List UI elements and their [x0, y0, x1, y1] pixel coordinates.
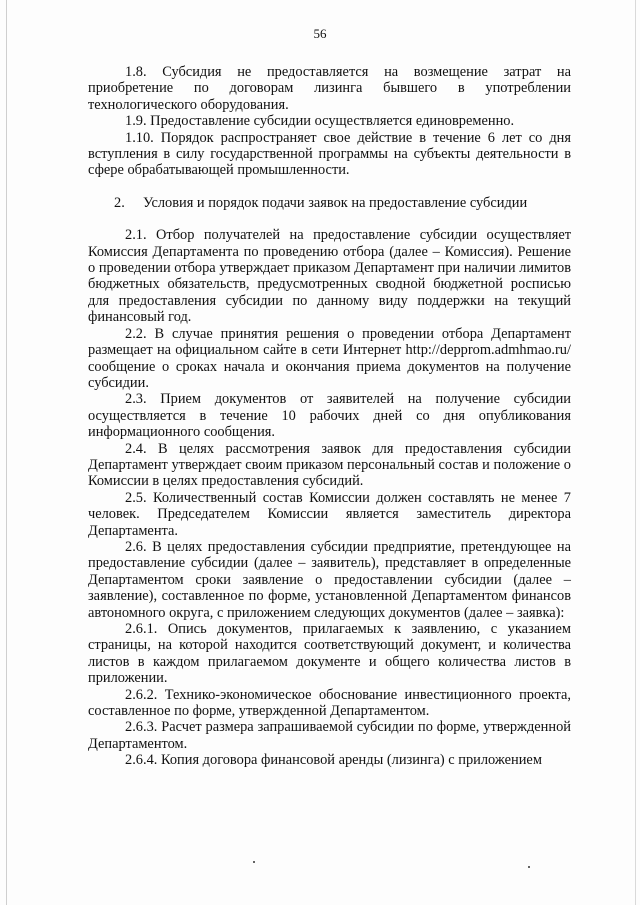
paragraph-2-6: 2.6. В целях предоставления субсидии предприятие, претендующее на предоставление субсидии (далее – заявитель), представляет в определенные Департаментом сроки заявление о предоставлении субсидии (далее – заявление), составленное по форме, установленной Департаментом финансов автономного округа, с приложением следующих документов (далее – заявка): [88, 538, 571, 621]
paragraph-2-2: 2.2. В случае принятия решения о проведении отбора Департамент размещает на официальном сайте в сети Интернет http://depprom.admhmao.ru/ сообщение о сроках начала и окончания приема документов на получение субсидии. [88, 325, 571, 391]
paragraph-2-6-3: 2.6.3. Расчет размера запрашиваемой субсидии по форме, утвержденной Департаментом. [88, 719, 571, 752]
paragraph-1-9: 1.9. Предоставление субсидии осуществляется единовременно. [125, 113, 515, 130]
paragraph-2-5: 2.5. Количественный состав Комиссии должен составлять не менее 7 человек. Председателем Комиссии является заместитель директора Департамента. [88, 489, 571, 539]
scan-speck [253, 861, 255, 863]
scan-edge-left [6, 0, 7, 905]
paragraph-2-6-1: 2.6.1. Опись документов, прилагаемых к заявлению, с указанием страницы, на которой находится соответствующий документ, и количества листов в каждом прилагаемом документе и общего количества листов в приложении. [88, 621, 571, 687]
section-heading [88, 195, 571, 211]
scan-edge-right [635, 0, 636, 905]
section-title: Условия и порядок подачи заявок на предоставление субсидии [143, 194, 528, 211]
paragraph-2-6-2: 2.6.2. Технико-экономическое обоснование инвестиционного проекта, составленное по форме, утвержденной Департаментом. [88, 686, 571, 720]
paragraph-2-4: 2.4. В целях рассмотрения заявок для предоставления субсидии Департамент утверждает своим приказом персональный состав и положение о Комиссии в целях предоставления субсидий. [88, 440, 571, 490]
paragraph-1-8: 1.8. Субсидия не предоставляется на возмещение затрат на приобретение по договорам лизинга бывшего в употреблении технологического оборудования. [88, 64, 571, 113]
section-number: 2. [114, 194, 125, 211]
paragraph-1-10: 1.10. Порядок распространяет свое действие в течение 6 лет со дня вступления в силу государственной программы на субъекты деятельности в сфере обрабатывающей промышленности. [88, 129, 571, 179]
paragraph-2-6-4: 2.6.4. Копия договора финансовой аренды (лизинга) с приложением [125, 752, 542, 769]
paragraph-2-3: 2.3. Прием документов от заявителей на получение субсидии осуществляется в течение 10 рабочих дней со дня опубликования информационного сообщения. [88, 391, 571, 441]
page-number: 56 [313, 26, 327, 41]
page-content [88, 64, 571, 769]
paragraph-2-1: 2.1. Отбор получателей на предоставление субсидии осуществляет Комиссия Департамента по проведению отбора (далее – Комиссия). Решение о проведении отбора утверждает приказом Департамент при наличии лимитов бюджетных обязательств, предусмотренных сводной бюджетной росписью для предоставления субсидии по данному виду поддержки на текущий финансовый год. [88, 227, 571, 326]
scan-speck [528, 866, 530, 868]
